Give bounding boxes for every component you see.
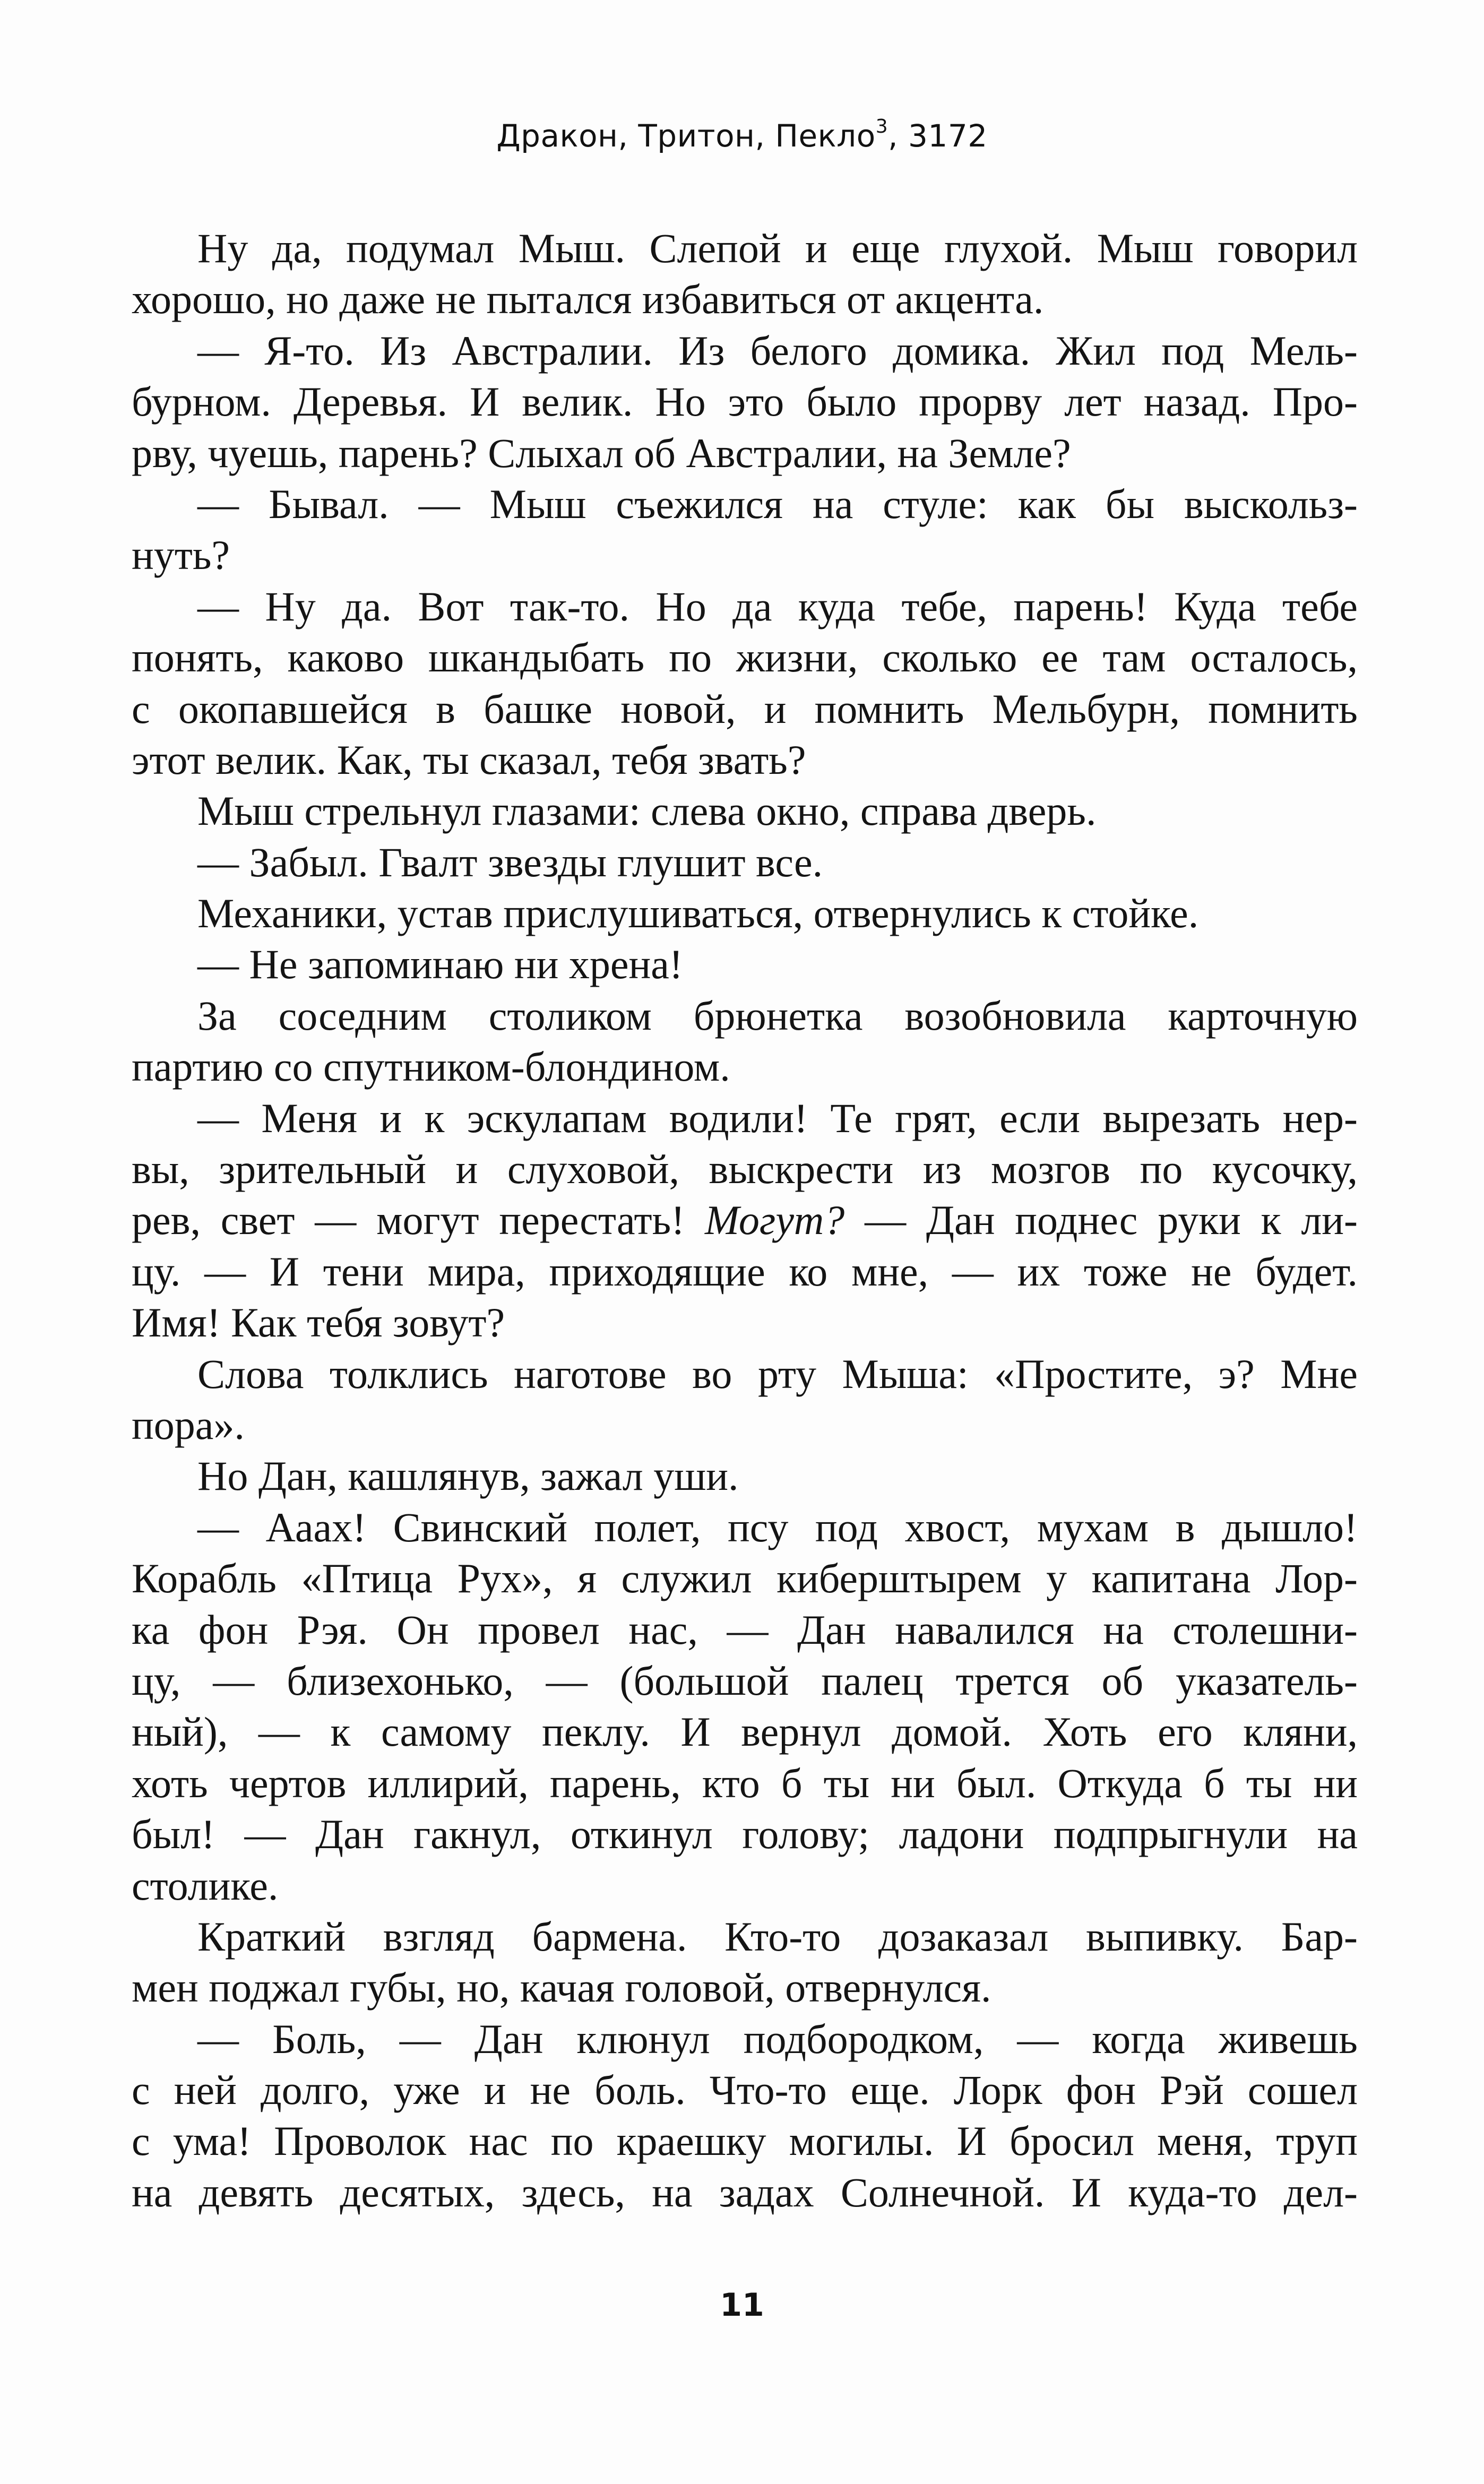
text-line: нуть? xyxy=(132,532,230,579)
text-line: — Не запоминаю ни хрена! xyxy=(197,941,683,988)
text-line: партию со спутником-блондином. xyxy=(132,1043,730,1090)
text-line: вы, зрительный и слуховой, выскрести из мозгов по кусочку, xyxy=(132,1146,1358,1193)
running-title: Дракон, Тритон, Пекло xyxy=(496,118,876,154)
italic-word: Могут? xyxy=(705,1197,845,1244)
text-line: Ну да, подумал Мыш. Слепой и еще глухой. Мыш говорил xyxy=(197,225,1358,271)
text-line: этот велик. Как, ты сказал, тебя звать? xyxy=(132,736,806,783)
text-line: на девять десятых, здесь, на задах Солнечной. И куда-то дел- xyxy=(132,2169,1358,2215)
text-line: — Забыл. Гвалт звезды глушит все. xyxy=(197,839,823,885)
text-line: рву, чуешь, парень? Слыхал об Австралии, на Земле? xyxy=(132,429,1071,476)
text-line: цу, — близехонько, — (большой палец трется об указатель- xyxy=(132,1657,1358,1704)
text-line: За соседним столиком брюнетка возобновила карточную xyxy=(197,992,1358,1039)
text-line: Но Дан, кашлянув, зажал уши. xyxy=(197,1453,739,1499)
text-line: рев, свет — могут перестать! Могут? — Дан поднес руки к ли- xyxy=(132,1197,1358,1244)
text-line: был! — Дан гакнул, откинул голову; ладони подпрыгнули на xyxy=(132,1811,1358,1858)
text-line: хоть чертов иллирий, парень, кто б ты ни был. Откуда б ты ни xyxy=(132,1760,1358,1806)
text-line: с ней долго, уже и не боль. Что-то еще. Лорк фон Рэй сошел xyxy=(132,2067,1358,2114)
text-line: Имя! Как тебя зовут? xyxy=(132,1299,505,1346)
text-line: — Бывал. — Мыш съежился на стуле: как бы выскольз- xyxy=(197,480,1358,527)
text-line: ный), — к самому пеклу. И вернул домой. Хоть его кляни, xyxy=(132,1709,1358,1755)
text-line: Мыш стрельнул глазами: слева окно, справа дверь. xyxy=(197,788,1097,834)
text-line: — Ну да. Вот так-то. Но да куда тебе, парень! Куда тебе xyxy=(197,583,1358,629)
text-line: бурном. Деревья. И велик. Но это было прорву лет назад. Про- xyxy=(132,378,1358,425)
running-title-superscript: 3 xyxy=(875,116,888,137)
text-line: цу. — И тени мира, приходящие ко мне, — их тоже не будет. xyxy=(132,1248,1358,1295)
running-head xyxy=(0,118,1484,154)
text-line: Механики, устав прислушиваться, отвернулись к стойке. xyxy=(197,890,1199,937)
text-line: хорошо, но даже не пытался избавиться от акцента. xyxy=(132,276,1044,323)
text-line: Слова толклись наготове во рту Мыша: «Простите, э? Мне xyxy=(197,1350,1358,1397)
text-line: — Аааx! Свинский полет, псу под хвост, мухам в дышло! xyxy=(197,1504,1358,1550)
text-line: — Меня и к эскулапам водили! Те грят, если вырезать нер- xyxy=(197,1094,1358,1141)
text-line: столике. xyxy=(132,1862,279,1909)
text-line: мен поджал губы, но, качая головой, отвернулся. xyxy=(132,1964,991,2011)
text-line: с окопавшейся в башке новой, и помнить Мельбурн, помнить xyxy=(132,685,1358,732)
text-line: пора». xyxy=(132,1401,245,1448)
text-line: Краткий взгляд бармена. Кто-то дозаказал выпивку. Бар- xyxy=(197,1913,1358,1960)
text-line: понять, каково шкандыбать по жизни, сколько ее там осталось, xyxy=(132,634,1358,681)
text-line: ка фон Рэя. Он провел нас, — Дан навалился на столешни- xyxy=(132,1606,1358,1653)
text-line: Корабль «Птица Рух», я служил киберштырем у капитана Лор- xyxy=(132,1555,1358,1602)
page-number: 11 xyxy=(720,2287,764,2324)
text-line: с ума! Проволок нас по краешку могилы. И бросил меня, труп xyxy=(132,2118,1358,2164)
text-line: — Я-то. Из Австралии. Из белого домика. Жил под Мель- xyxy=(197,327,1358,374)
text-line: — Боль, — Дан клюнул подбородком, — когда живешь xyxy=(197,2015,1358,2062)
body-text xyxy=(132,223,1358,2218)
running-title-suffix: , 3172 xyxy=(888,118,988,154)
